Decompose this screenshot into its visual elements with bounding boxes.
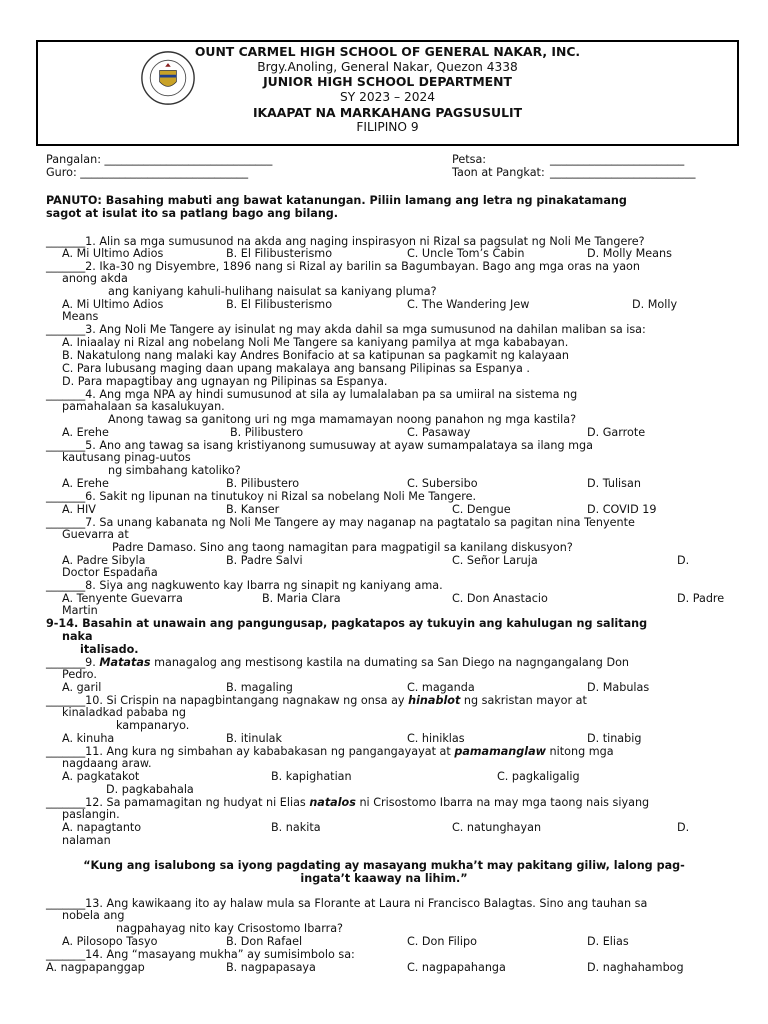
option-d-cont: nalaman: [62, 834, 111, 847]
question-12-cont: paslangin.: [62, 808, 120, 821]
section-2-heading: 9-14. Basahin at unawain ang pangungusap, pagkatapos ay tukuyin ang kahulugan ng salitang: [46, 617, 648, 630]
option-b: B. kapighatian: [271, 770, 352, 783]
name-field[interactable]: Pangalan: ______________________________: [46, 153, 273, 166]
option-a: A. napagtanto: [62, 821, 142, 834]
option-d: D. Padre: [677, 592, 725, 605]
question-11: _______11. Ang kura ng simbahan ay kababakasan ng pangangayayat at pamamanglaw nitong mga: [46, 745, 614, 758]
option-d: D. Garrote: [587, 426, 646, 439]
option-c: C. Pasaway: [407, 426, 471, 439]
option-b: B. Kanser: [226, 503, 280, 516]
option-d: D.: [677, 821, 690, 834]
option-b: B. Pilibustero: [226, 477, 300, 490]
question-5-cont: kautusang pinag-uutos: [62, 451, 191, 464]
italic-word: hinablot: [408, 694, 461, 707]
question-7: _______7. Sa unang kabanata ng Noli Me Tangere ay may naganap na pagtatalo sa pagitan nina Tenyente: [46, 516, 635, 529]
italic-word: pamamanglaw: [454, 745, 546, 758]
option-b: B. magaling: [226, 681, 293, 694]
question-13: _______13. Ang kawikaang ito ay halaw mula sa Florante at Laura ni Francisco Balagtas. Sino ang tauhan sa: [46, 897, 648, 910]
option-a: A. nagpapanggap: [46, 961, 145, 974]
question-12: _______12. Sa pamamagitan ng hudyat ni Elias natalos ni Crisostomo Ibarra na may mga taong nais siyang: [46, 796, 650, 809]
option-a: A. Erehe: [62, 426, 109, 439]
option-c: C. Subersibo: [407, 477, 478, 490]
question-7-cont: Guevarra at: [62, 528, 129, 541]
date-label: Petsa:: [452, 153, 487, 166]
option-c: C. Dengue: [452, 503, 511, 516]
question-8: _______8. Siya ang nagkuwento kay Ibarra ng sinapit ng kaniyang ama.: [46, 579, 443, 592]
exam-title: IKAAPAT NA MARKAHANG PAGSUSULIT: [252, 105, 523, 120]
option-d: D. Tulisan: [587, 477, 641, 490]
question-10-cont: kampanaryo.: [116, 719, 190, 732]
option-a: A. garil: [62, 681, 102, 694]
option-c: C. pagkaligalig: [497, 770, 580, 783]
option-c: C. Don Filipo: [407, 935, 477, 948]
option-c: C. Uncle Tom’s Cabin: [407, 247, 525, 260]
question-2: _______2. Ika-30 ng Disyembre, 1896 nang si Rizal ay barilin sa Bagumbayan. Bago ang mga oras na yaon: [46, 260, 640, 273]
school-address: Brgy.Anoling, General Nakar, Quezon 4338: [257, 60, 518, 74]
section-label: Taon at Pangkat:: [452, 166, 545, 179]
question-6: _______6. Sakit ng lipunan na tinutukoy ni Rizal sa nobelang Noli Me Tangere.: [46, 490, 477, 503]
option-b: B. El Filibusterismo: [226, 298, 333, 311]
question-4-cont: pamahalaan sa kasalukuyan.: [62, 400, 225, 413]
question-9-cont: Pedro.: [62, 668, 97, 681]
option-d: D. Elias: [587, 935, 629, 948]
teacher-field[interactable]: Guro: ______________________________: [46, 166, 249, 179]
question-2-cont: anong akda: [62, 272, 128, 285]
question-2-cont: ang kaniyang kahuli-hulihang naisulat sa kaniyang pluma?: [108, 285, 437, 298]
directions-line: sagot at isulat ito sa patlang bago ang bilang.: [46, 207, 339, 220]
header-box: [36, 40, 739, 146]
option-d: D. naghahambog: [587, 961, 684, 974]
question-14: _______14. Ang “masayang mukha” ay sumisimbolo sa:: [46, 948, 355, 961]
option-c: C. maganda: [407, 681, 475, 694]
option-a: A. Tenyente Guevarra: [62, 592, 183, 605]
option-c: C. nagpapahanga: [407, 961, 506, 974]
option-c: C. Don Anastacio: [452, 592, 548, 605]
section-field[interactable]: __________________________: [550, 166, 696, 179]
option-d: D. Mabulas: [587, 681, 650, 694]
italic-word: Matatas: [99, 656, 151, 669]
option-d: D.: [677, 554, 690, 567]
question-13-cont: nobela ang: [62, 909, 125, 922]
question-10-cont: kinaladkad pababa ng: [62, 706, 187, 719]
option-c: C. Señor Laruja: [452, 554, 538, 567]
option-b: B. Don Rafael: [226, 935, 303, 948]
question-9: _______9. Matatas managalog ang mestisong kastila na dumating sa San Diego na nagngangalang Don: [46, 656, 630, 669]
quote-line: “Kung ang isalubong sa iyong pagdating ay masayang mukha’t may pakitang giliw, lalong pag-: [83, 859, 685, 872]
option-c: C. natunghayan: [452, 821, 542, 834]
option-a: A. HIV: [62, 503, 96, 516]
option-d: D. COVID 19: [587, 503, 657, 516]
option-d: D. pagkabahala: [106, 783, 194, 796]
option-a: A. Mi Ultimo Adios: [62, 247, 164, 260]
option-d: D. Molly Means: [587, 247, 672, 260]
section-2-heading-cont: italisado.: [80, 643, 139, 656]
option-d-cont: Means: [62, 310, 99, 323]
question-4-cont: Anong tawag sa ganitong uri ng mga mamamayan noong panahon ng mga kastila?: [108, 413, 577, 426]
option-d-cont: Doctor Espadaña: [62, 566, 158, 579]
option-c: C. Para lubusang maging daan upang makalaya ang bansang Pilipinas sa Espanya .: [62, 362, 530, 375]
option-a: A. kinuha: [62, 732, 115, 745]
option-a: A. pagkatakot: [62, 770, 140, 783]
option-d: D. Molly: [632, 298, 678, 311]
question-5-cont: ng simbahang katoliko?: [108, 464, 241, 477]
question-4: _______4. Ang mga NPA ay hindi sumusunod at sila ay lumalalaban pa sa umiiral na sistema ng: [46, 388, 578, 401]
option-b: B. nagpapasaya: [226, 961, 316, 974]
option-b: B. Padre Salvi: [226, 554, 303, 567]
quote-line: ingata’t kaaway na lihim.”: [300, 872, 468, 885]
option-b: B. itinulak: [226, 732, 283, 745]
question-3: _______3. Ang Noli Me Tangere ay isinulat ng may akda dahil sa mga sumusunod na dahilan maliban sa isa:: [46, 323, 646, 336]
option-a: A. Padre Sibyla: [62, 554, 146, 567]
date-field[interactable]: ________________________: [550, 153, 685, 166]
option-a: A. Pilosopo Tasyo: [62, 935, 158, 948]
question-7-cont: Padre Damaso. Sino ang taong namagitan para magpatigil sa kanilang diskusyon?: [112, 541, 573, 554]
italic-word: natalos: [309, 796, 356, 809]
option-d-cont: Martin: [62, 604, 98, 617]
option-b: B. Maria Clara: [262, 592, 341, 605]
option-b: B. Nakatulong nang malaki kay Andres Bonifacio at sa katipunan sa pagkamit ng kalayaan: [62, 349, 569, 362]
school-year: SY 2023 – 2024: [340, 90, 435, 104]
question-11-cont: nagdaang araw.: [62, 757, 152, 770]
option-a: A. Iniaalay ni Rizal ang nobelang Noli Me Tangere sa kaniyang pamilya at mga kababayan.: [62, 336, 569, 349]
option-b: B. Pilibustero: [230, 426, 304, 439]
option-d: D. tinabig: [587, 732, 642, 745]
subject-title: FILIPINO 9: [356, 120, 419, 134]
option-a: A. Erehe: [62, 477, 109, 490]
option-b: B. El Filibusterismo: [226, 247, 333, 260]
school-name: OUNT CARMEL HIGH SCHOOL OF GENERAL NAKAR, INC.: [194, 44, 581, 59]
question-1: _______1. Alin sa mga sumusunod na akda ang naging inspirasyon ni Rizal sa pagsulat ng Noli Me Tangere?: [46, 235, 645, 248]
option-a: A. Mi Ultimo Adios: [62, 298, 164, 311]
option-c: C. hiniklas: [407, 732, 465, 745]
option-c: C. The Wandering Jew: [407, 298, 530, 311]
department-title: JUNIOR HIGH SCHOOL DEPARTMENT: [263, 74, 512, 89]
question-5: _______5. Ano ang tawag sa isang kristiyanong sumusuway at ayaw sumampalataya sa ilang mga: [46, 439, 594, 452]
option-b: B. nakita: [271, 821, 321, 834]
directions-line: PANUTO: Basahing mabuti ang bawat katanungan. Piliin lamang ang letra ng pinakatamang: [46, 194, 627, 207]
question-13-cont: nagpahayag nito kay Crisostomo Ibarra?: [116, 922, 343, 935]
question-10: _______10. Si Crispin na napagbintangang nagnakaw ng onsa ay hinablot ng sakristan mayor at: [46, 694, 587, 707]
section-2-heading-cont: naka: [62, 630, 93, 643]
option-d: D. Para mapagtibay ang ugnayan ng Pilipinas sa Espanya.: [62, 375, 388, 388]
